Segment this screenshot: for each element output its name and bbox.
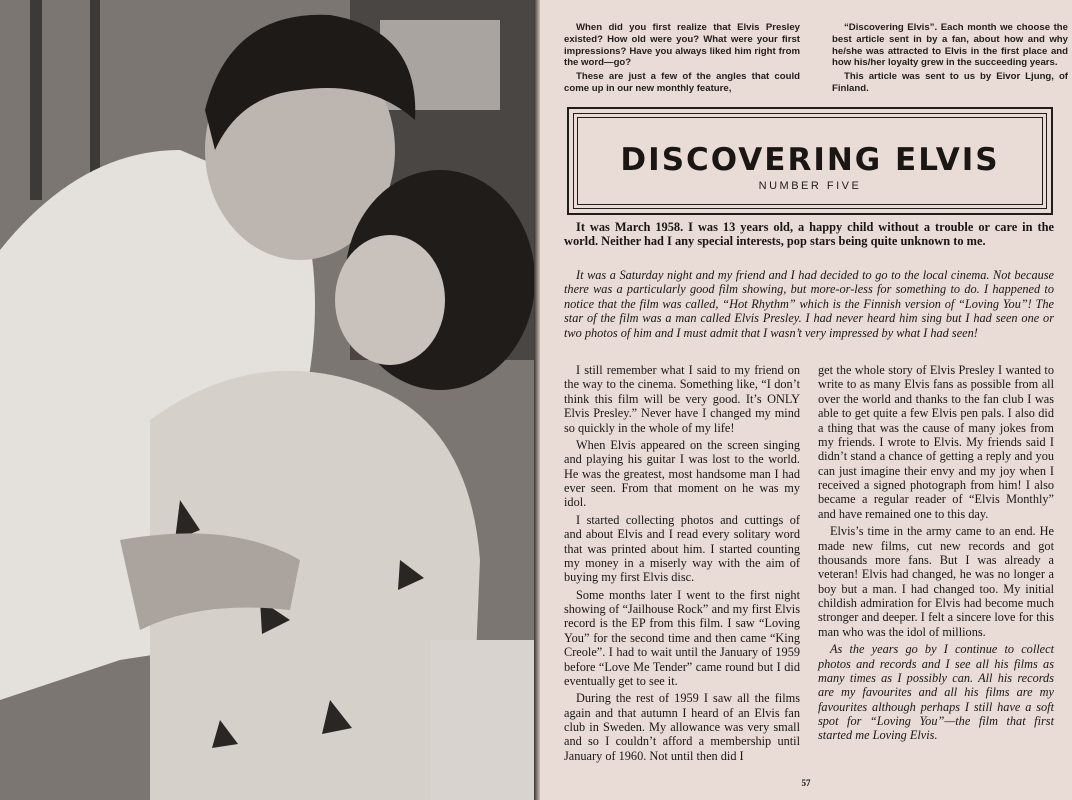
title-frame [567, 107, 1053, 215]
intro-column-2 [832, 22, 1068, 97]
body-paragraph: During the rest of 1959 I saw all the films again and that autumn I heard of an Elvis fan club in Sweden. My allowance was very small and so I couldn’t afford a membership until January of 1960. Not until then did I [564, 691, 800, 763]
intro-column-1 [564, 22, 800, 97]
body-paragraph: Elvis’s time in the army came to an end. He made new films, cut new records and got thousands more fans. But I was already a veteran! Elvis had changed, he was no longer a boy but a man. I had changed too. My initial childish admiration for Elvis had become much stronger and deeper. I felt a sincere love for this man who was the idol of millions. [818, 524, 1054, 639]
intro-paragraph: This article was sent to us by Eivor Ljung, of Finland. [832, 71, 1068, 94]
article-title: DISCOVERING ELVIS [620, 142, 1000, 178]
article-page [540, 0, 1072, 800]
body-paragraph: Some months later I went to the first night showing of “Jailhouse Rock” and my first Elvis record is the EP from this film. I saw “Loving You” for the second time and then came “King Creole”. I had to wait until the January of 1959 before “Love Me Tender” came round but I did eventually get to see it. [564, 587, 800, 688]
intro-paragraph: These are just a few of the angles that could come up in our new monthly feature, [564, 71, 800, 94]
body-paragraph: I started collecting photos and cuttings of and about Elvis and I read every solitary word that was printed about him. I started counting my money in a miserly way with the aim of buying my first Elvis disc. [564, 512, 800, 585]
intro-paragraph: “Discovering Elvis”. Each month we choose the best article sent in by a fan, about how and why he/she was attracted to Elvis in the first place and how his/her loyalty grew in the succeeding years. [832, 22, 1068, 69]
lead-paragraph: It was March 1958. I was 13 years old, a happy child without a trouble or care in the world. Neither had I any special interests, pop stars being quite unknown to me. [564, 220, 1054, 249]
film-still-photo [0, 0, 534, 800]
body-paragraph-continued: get the whole story of Elvis Presley I wanted to write to as many Elvis fans as possible from all over the world and thanks to the fan club I was able to get quite a few Elvis pen pals. I also did a thing that was the cause of many jokes from my friends. I wrote to Elvis. My friends said I didn’t stand a chance of getting a reply and you can just imagine their envy and my joy when I received a signed photograph from him! I also became a regular reader of “Elvis Monthly” and have remained one to this day. [818, 363, 1054, 521]
italic-paragraph: It was a Saturday night and my friend and I had decided to go to the local cinema. Not because there was a particularly good film showing, but more-or-less for something to do. I happened to notice that the film was called, “Hot Rhythm” which is the Finnish version of “Loving You”! The star of the film was a man called Elvis Presley. I had never heard him sing but I had seen one or two photos of him and I must admit that I wasn’t very impressed by what I had seen! [564, 268, 1054, 340]
photo-illustration [0, 0, 534, 800]
body-paragraph: When Elvis appeared on the screen singing and playing his guitar I was lost to the world. He was the greatest, most handsome man I had ever seen. From that moment on he was my idol. [564, 437, 800, 510]
intro-paragraph: When did you first realize that Elvis Presley existed? How old were you? What were your first impressions? Have you always liked him right from the word—go? [564, 22, 800, 69]
page-number: 57 [801, 778, 811, 788]
title-frame-innermost [577, 117, 1043, 205]
body-column-left [564, 363, 800, 766]
closing-paragraph: As the years go by I continue to collect photos and records and I see all his films as many times as I possibly can. All his records are my favourites and all his films are my favourites although perhaps I still have a soft spot for “Loving You”—the film that first started me Loving Elvis. [818, 642, 1054, 743]
title-frame-inner [573, 113, 1047, 209]
body-paragraph: I still remember what I said to my friend on the way to the cinema. Something like, “I don’t think this film will be very good. It’s ONLY Elvis Presley.” Never have I changed my mind so quickly in the whole of my life! [564, 363, 800, 435]
body-column-right [818, 363, 1054, 746]
article-subtitle: NUMBER FIVE [758, 180, 862, 192]
